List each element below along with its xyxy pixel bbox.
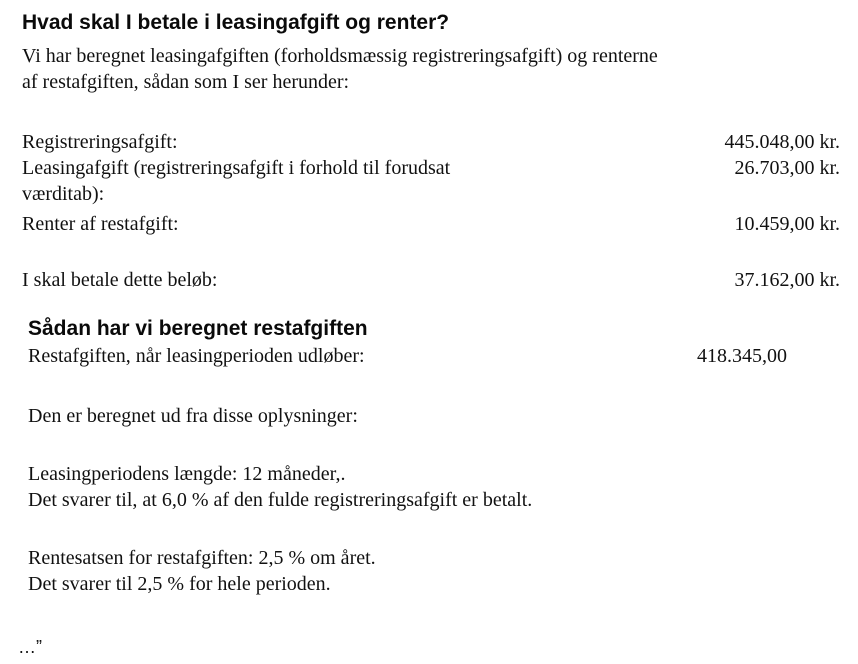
row-label-registration-fee: Registreringsafgift: xyxy=(22,131,178,153)
period-text-line-2: Det svarer til, at 6,0 % af den fulde registreringsafgift er betalt. xyxy=(28,489,533,511)
total-label: I skal betale dette beløb: xyxy=(22,269,218,291)
section-heading-leasing-fee: Hvad skal I betale i leasingafgift og renter? xyxy=(22,11,450,34)
row-label-leasing-fee: Leasingafgift (registreringsafgift i forhold til forudsat xyxy=(22,157,451,179)
rate-text-line-1: Rentesatsen for restafgiften: 2,5 % om året. xyxy=(28,547,376,569)
total-amount: 37.162,00 kr. xyxy=(734,269,840,291)
ellipsis-quote: …” xyxy=(18,637,42,657)
row-amount-leasing-fee: 26.703,00 kr. xyxy=(734,157,840,179)
rate-text-line-2: Det svarer til 2,5 % for hele perioden. xyxy=(28,573,331,595)
row-label-leasing-fee-line-2: værditab): xyxy=(22,183,105,205)
period-text-line-1: Leasingperiodens længde: 12 måneder,. xyxy=(28,463,346,485)
intro-text-line-1: Vi har beregnet leasingafgiften (forholdsmæssig registreringsafgift) og renterne xyxy=(22,45,658,67)
section-heading-calculation: Sådan har vi beregnet restafgiften xyxy=(28,317,368,340)
row-amount-interest: 10.459,00 kr. xyxy=(734,213,840,235)
row-label-interest: Renter af restafgift: xyxy=(22,213,179,235)
basis-text: Den er beregnet ud fra disse oplysninger: xyxy=(28,405,358,427)
restafgift-label: Restafgiften, når leasingperioden udløber: xyxy=(28,345,365,367)
row-amount-registration-fee: 445.048,00 kr. xyxy=(724,131,840,153)
intro-text-line-2: af restafgiften, sådan som I ser herunder: xyxy=(22,71,350,93)
restafgift-amount: 418.345,00 xyxy=(697,345,787,367)
